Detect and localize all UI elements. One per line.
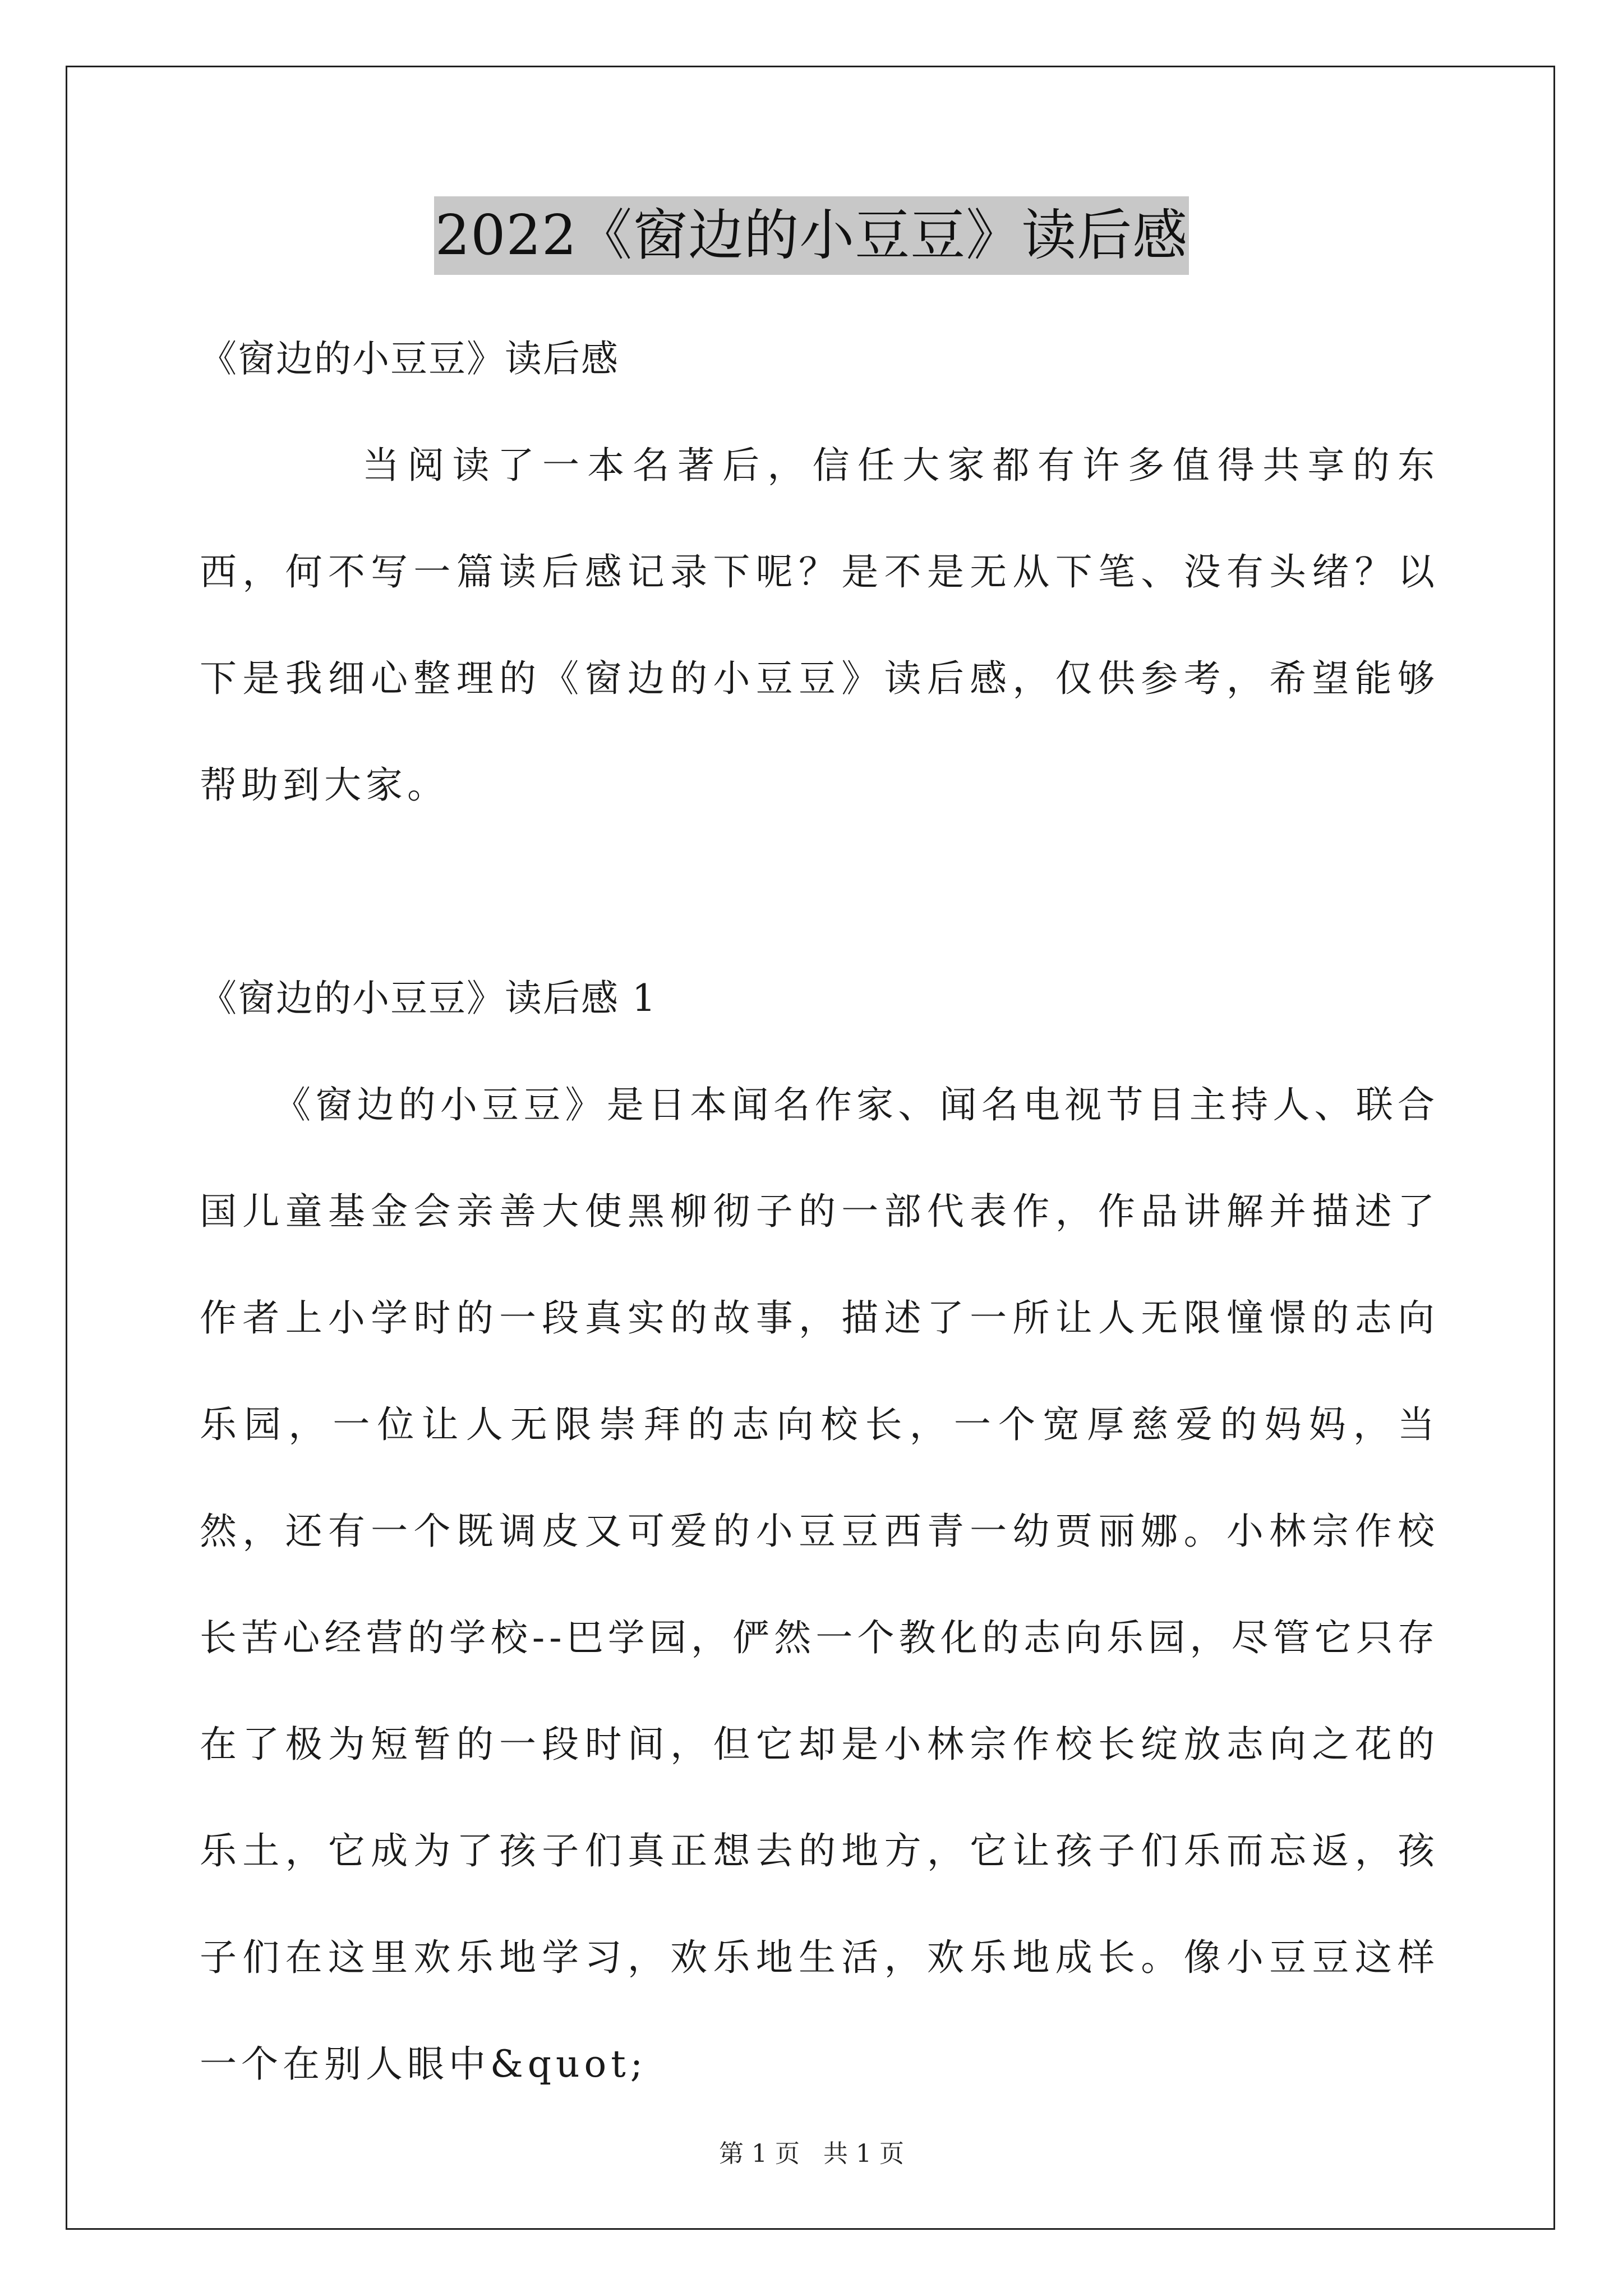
- section-heading: 《窗边的小豆豆》读后感 1: [200, 977, 657, 1020]
- page-number: 第 1 页: [719, 2139, 800, 2168]
- document-title: 2022《窗边的小豆豆》读后感: [434, 196, 1189, 275]
- document-body: [200, 306, 1439, 2118]
- document-subtitle: 《窗边的小豆豆》读后感: [200, 337, 619, 380]
- title-container: [0, 196, 1623, 275]
- total-pages: 共 1 页: [823, 2139, 904, 2168]
- paragraph-spacer: [200, 839, 1439, 945]
- intro-paragraph: 当阅读了一本名著后，信任大家都有许多值得共享的东西，何不写一篇读后感记录下呢？是不是无从下笔、没有头绪？以下是我细心整理的《窗边的小豆豆》读后感，仅供参考，希望能够帮助到大家。: [200, 444, 1439, 807]
- body-paragraph: 《窗边的小豆豆》是日本闻名作家、闻名电视节目主持人、联合国儿童基金会亲善大使黑柳彻子的一部代表作，作品讲解并描述了作者上小学时的一段真实的故事，描述了一所让人无限憧憬的志向乐园，一位让人无限崇拜的志向校长，一个宽厚慈爱的妈妈，当然，还有一个既调皮又可爱的小豆豆西青一幼贾丽娜。小林宗作校长苦心经营的学校--巴学园，俨然一个教化的志向乐园，尽管它只存在了极为短暂的一段时间，但它却是小林宗作校长绽放志向之花的乐土，它成为了孩子们真正想去的地方，它让孩子们乐而忘返，孩子们在这里欢乐地学习，欢乐地生活，欢乐地成长。像小豆豆这样一个在别人眼中&quot;: [200, 1083, 1439, 2086]
- page-footer: [0, 2137, 1623, 2171]
